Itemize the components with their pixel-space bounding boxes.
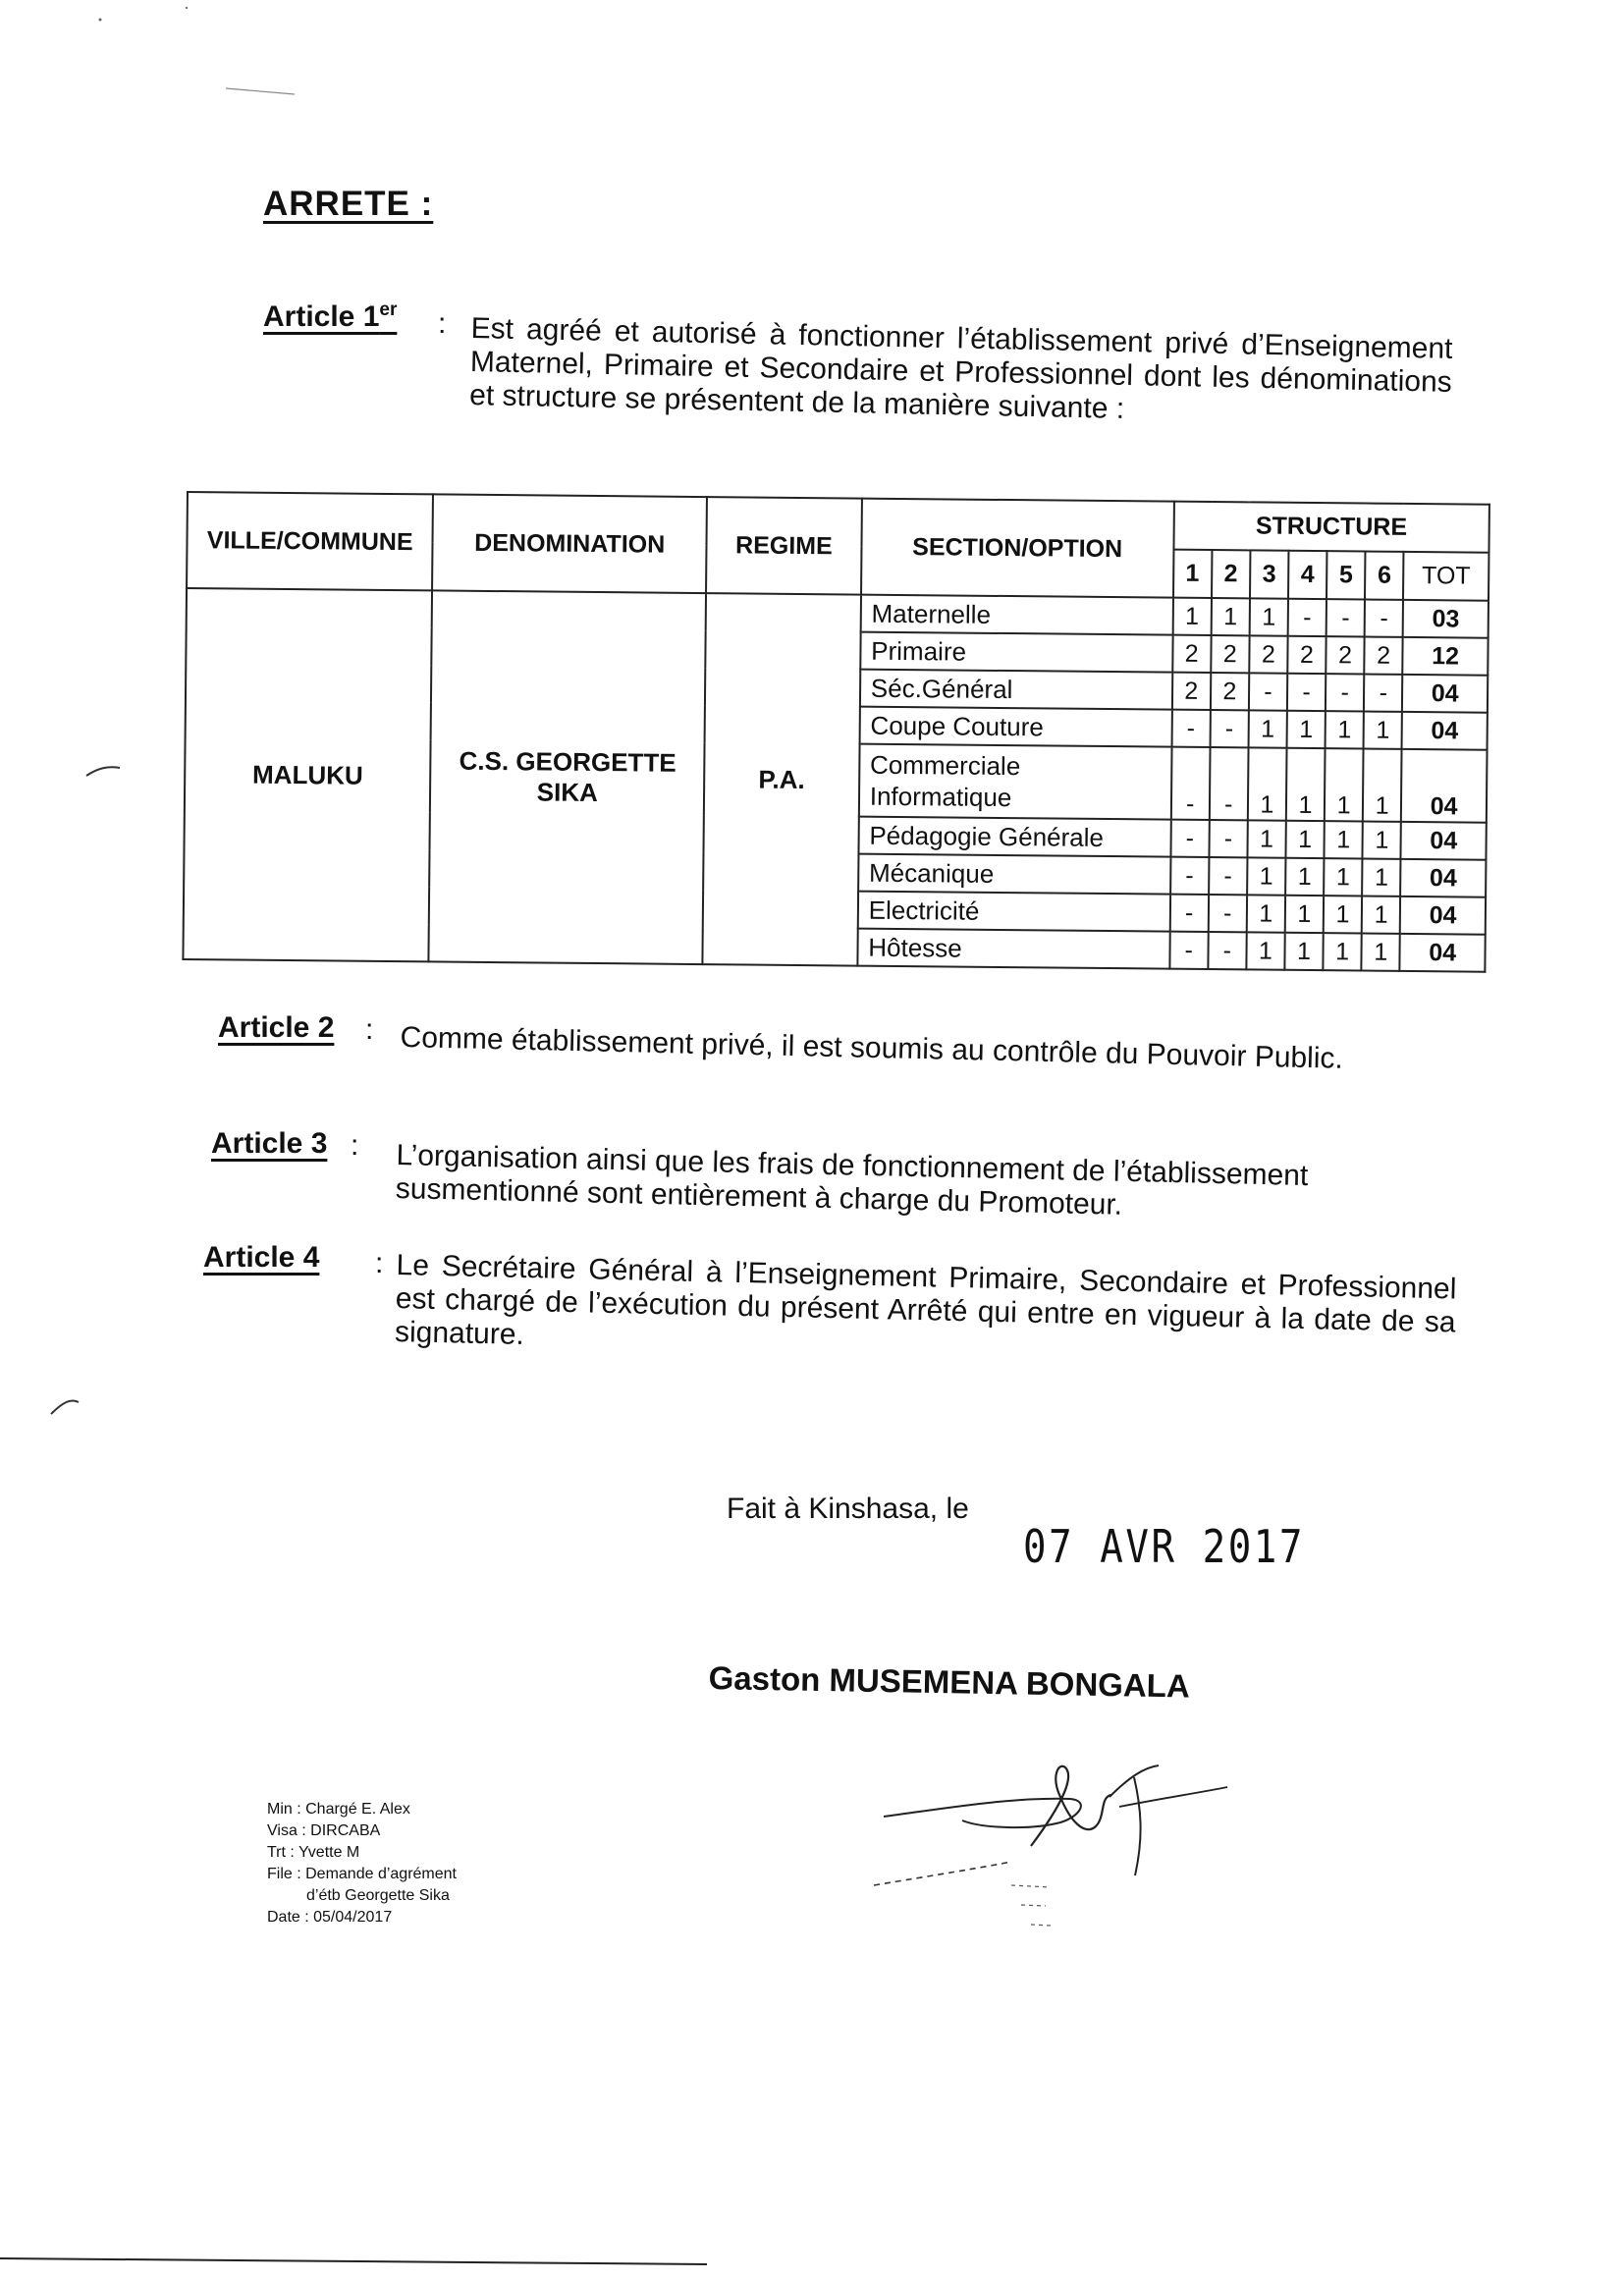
article-4-colon: : bbox=[375, 1247, 384, 1279]
cell-value: 1 bbox=[1364, 712, 1402, 749]
cell-value: 1 bbox=[1247, 820, 1285, 857]
cell-value: 1 bbox=[1362, 859, 1400, 896]
cell-value: 1 bbox=[1362, 896, 1400, 934]
structure-table bbox=[182, 491, 1490, 973]
cell-value: 1 bbox=[1325, 821, 1363, 858]
header-denomination: DENOMINATION bbox=[432, 494, 707, 593]
cell-value: - bbox=[1287, 674, 1326, 711]
header-section: SECTION/OPTION bbox=[861, 499, 1174, 598]
cell-value: - bbox=[1171, 710, 1210, 747]
article-1-label-text: Article 1 bbox=[263, 300, 380, 333]
cell-value: 1 bbox=[1249, 598, 1287, 635]
cell-section: Pédagogie Générale bbox=[858, 817, 1170, 857]
cell-value: - bbox=[1209, 857, 1247, 895]
header-col-tot: TOT bbox=[1403, 552, 1489, 601]
cell-total: 04 bbox=[1402, 675, 1488, 713]
ref-date: Date : 05/04/2017 bbox=[267, 1909, 393, 1926]
cell-total: 04 bbox=[1400, 859, 1486, 897]
cell-value: 2 bbox=[1249, 635, 1287, 673]
header-col-3: 3 bbox=[1250, 550, 1289, 598]
article-1-text: Est agréé et autorisé à fonctionner l’établissement privé d’Enseignement Maternel, Primaire et Secondaire et Professionnel dont les dénominations et structure se présentent de la manière suivante : bbox=[468, 312, 1453, 425]
cell-value: 1 bbox=[1211, 598, 1249, 635]
article-4-label: Article 4 bbox=[203, 1241, 320, 1274]
cell-value: - bbox=[1209, 820, 1247, 857]
page-title: ARRETE : bbox=[263, 185, 434, 223]
cell-total: 04 bbox=[1400, 896, 1486, 935]
cell-value: - bbox=[1288, 599, 1326, 636]
article-3-label: Article 3 bbox=[211, 1127, 328, 1160]
ref-min: Min : Chargé E. Alex bbox=[267, 1801, 410, 1818]
cell-value: 1 bbox=[1286, 748, 1326, 821]
denomination-line-2: SIKA bbox=[536, 777, 599, 808]
cell-value: 2 bbox=[1172, 673, 1211, 710]
cell-value: - bbox=[1210, 710, 1248, 747]
section-line-2: Informatique bbox=[869, 781, 1012, 813]
cell-value: - bbox=[1208, 895, 1246, 932]
header-col-1: 1 bbox=[1173, 550, 1213, 598]
cell-total: 12 bbox=[1403, 637, 1489, 676]
cell-value: - bbox=[1249, 673, 1287, 710]
signature-scribble bbox=[864, 1738, 1237, 1954]
cell-value: - bbox=[1326, 599, 1365, 636]
cell-section: Maternelle bbox=[860, 595, 1172, 635]
cell-value: 1 bbox=[1285, 821, 1324, 858]
cell-section: Electricité bbox=[858, 892, 1170, 932]
cell-value: 1 bbox=[1324, 896, 1362, 933]
cell-value: - bbox=[1169, 895, 1208, 932]
cell-value: 2 bbox=[1172, 635, 1211, 673]
cell-value: 1 bbox=[1285, 896, 1324, 933]
cell-value: 1 bbox=[1284, 933, 1323, 970]
cell-value: 2 bbox=[1211, 635, 1249, 673]
cell-value: 1 bbox=[1325, 748, 1364, 821]
cell-section: Hôtesse bbox=[857, 929, 1169, 969]
section-line-1: Commerciale bbox=[869, 749, 1021, 782]
header-col-6: 6 bbox=[1365, 552, 1404, 600]
article-3-text: L’organisation ainsi que les frais de fonctionnement de l’établissement susmentionné sont entièrement à charge du Promoteur. bbox=[395, 1139, 1309, 1222]
cell-section: Primaire bbox=[860, 632, 1172, 673]
cell-value: - bbox=[1326, 674, 1364, 711]
cell-value: 2 bbox=[1211, 673, 1249, 710]
signer-name: Gaston MUSEMENA BONGALA bbox=[708, 1659, 1191, 1705]
cell-section: Mécanique bbox=[858, 854, 1170, 895]
denomination-line-1: C.S. GEORGETTE bbox=[459, 745, 677, 778]
article-1-label bbox=[263, 299, 397, 334]
cell-total: 03 bbox=[1403, 600, 1489, 638]
cell-value: 1 bbox=[1326, 711, 1364, 748]
cell-ville: MALUKU bbox=[183, 588, 432, 961]
cell-value: - bbox=[1170, 747, 1210, 820]
cell-value: 1 bbox=[1363, 749, 1402, 822]
cell-value: 2 bbox=[1287, 636, 1326, 674]
header-regime: REGIME bbox=[706, 497, 862, 595]
cell-value: 1 bbox=[1363, 822, 1401, 859]
cell-value: - bbox=[1365, 600, 1403, 637]
cell-value: 1 bbox=[1172, 598, 1211, 635]
article-2-colon: : bbox=[365, 1013, 374, 1046]
article-3-colon: : bbox=[351, 1129, 359, 1162]
cell-value: - bbox=[1170, 857, 1209, 895]
cell-value: 1 bbox=[1247, 895, 1285, 932]
cell-section: Séc.Général bbox=[860, 670, 1172, 710]
article-2-label: Article 2 bbox=[218, 1011, 335, 1044]
header-col-2: 2 bbox=[1212, 550, 1251, 598]
cell-section: Coupe Couture bbox=[859, 707, 1171, 747]
cell-total: 04 bbox=[1400, 934, 1486, 972]
cell-value: 1 bbox=[1247, 857, 1285, 895]
cell-value: 1 bbox=[1287, 711, 1326, 748]
cell-total: 04 bbox=[1401, 749, 1487, 823]
ref-visa: Visa : DIRCABA bbox=[267, 1822, 381, 1839]
cell-section bbox=[859, 744, 1172, 820]
cell-value: 2 bbox=[1326, 636, 1364, 674]
cell-value: - bbox=[1170, 820, 1209, 857]
cell-value: - bbox=[1210, 747, 1249, 820]
cell-total: 04 bbox=[1402, 712, 1488, 750]
article-1-colon: : bbox=[438, 307, 447, 340]
cell-denomination bbox=[429, 590, 706, 964]
cell-value: 1 bbox=[1246, 932, 1284, 969]
ref-file: File : Demande d’agrément bbox=[267, 1866, 457, 1882]
cell-value: 1 bbox=[1248, 710, 1286, 747]
header-structure: STRUCTURE bbox=[1173, 502, 1489, 553]
cell-value: - bbox=[1169, 932, 1208, 969]
header-ville: VILLE/COMMUNE bbox=[187, 492, 433, 590]
reference-block bbox=[267, 1799, 457, 1928]
article-1-label-sup: er bbox=[379, 299, 398, 320]
ref-file-continued: d’étb Georgette Sika bbox=[306, 1887, 450, 1904]
cell-value: 1 bbox=[1324, 858, 1362, 896]
cell-value: 1 bbox=[1323, 933, 1361, 970]
cell-value: 1 bbox=[1362, 934, 1400, 971]
cell-value: 2 bbox=[1364, 637, 1402, 675]
cell-value: 1 bbox=[1248, 747, 1287, 820]
ref-trt: Trt : Yvette M bbox=[267, 1844, 360, 1861]
cell-total: 04 bbox=[1401, 822, 1487, 860]
cell-value: 1 bbox=[1285, 858, 1324, 896]
closing-place: Fait à Kinshasa, le bbox=[727, 1493, 969, 1525]
table-header-row bbox=[188, 492, 1489, 553]
cell-value: - bbox=[1208, 932, 1246, 969]
header-col-5: 5 bbox=[1326, 551, 1366, 599]
cell-regime: P.A. bbox=[702, 593, 860, 965]
cell-value: - bbox=[1364, 675, 1402, 712]
article-4-text: Le Secrétaire Général à l’Enseignement Primaire, Secondaire et Professionnel est chargé de l’exécution du présent Arrêté qui entre en vigueur à la date de sa signature. bbox=[394, 1249, 1457, 1351]
closing-date-stamp: 07 AVR 2017 bbox=[1023, 1520, 1305, 1573]
header-col-4: 4 bbox=[1288, 551, 1327, 599]
article-2-text: Comme établissement privé, il est soumis au contrôle du Pouvoir Public. bbox=[400, 1021, 1344, 1075]
